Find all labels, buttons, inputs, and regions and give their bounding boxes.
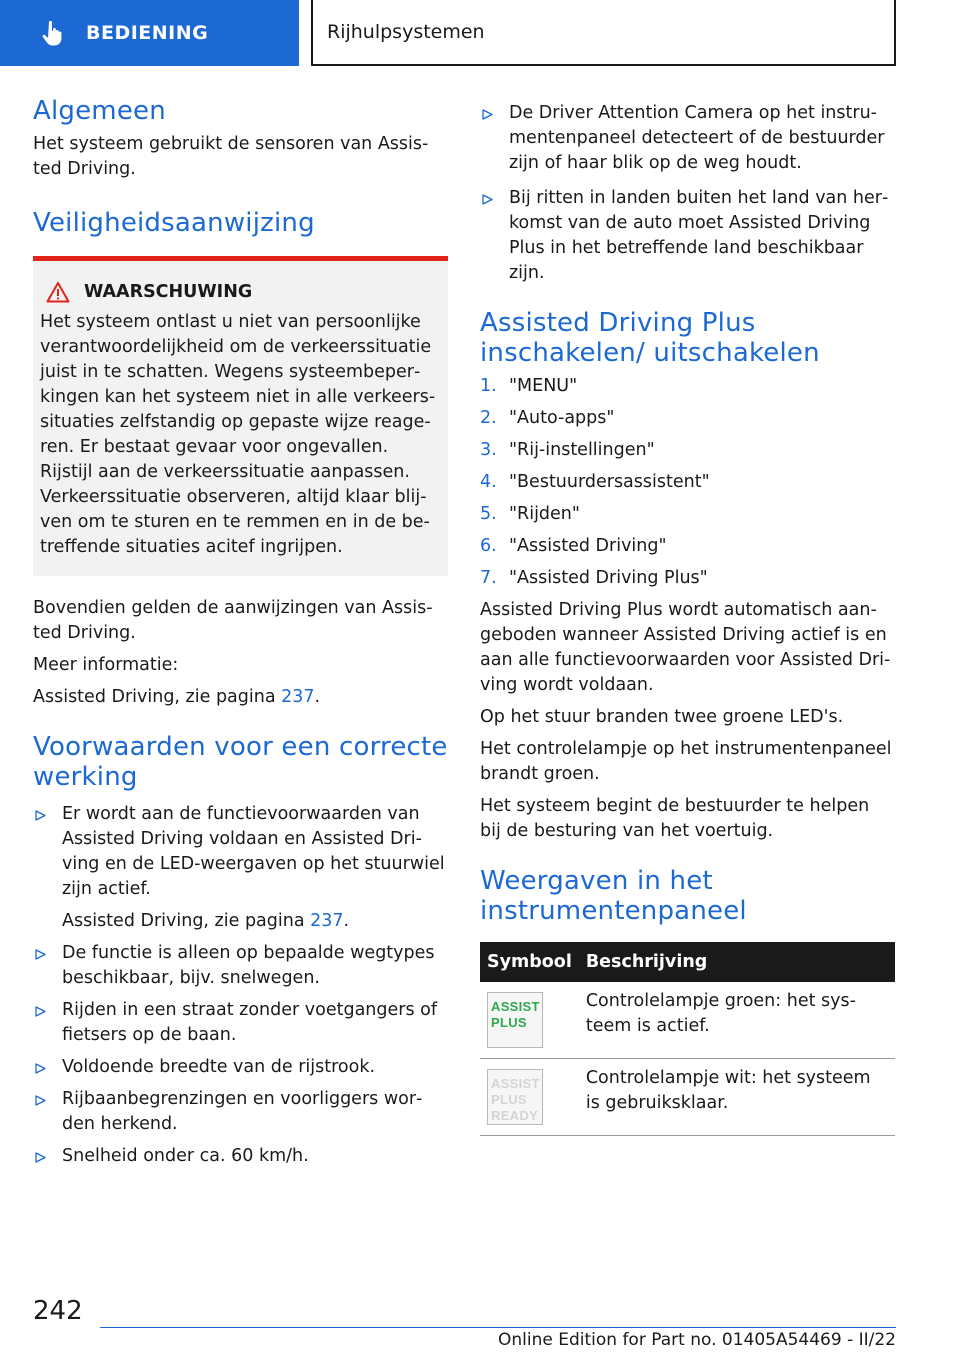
step-item — [480, 438, 895, 463]
step-text: "Assisted Driving Plus" — [509, 568, 708, 588]
chapter-title: Rijhulpsystemen — [327, 21, 485, 43]
column-header-description: Beschrijving — [579, 942, 895, 982]
triangle-bullet-icon — [35, 810, 46, 821]
step-item — [480, 566, 895, 591]
left-column — [33, 96, 448, 1176]
page-link-237[interactable]: 237 — [310, 911, 344, 931]
warning-box — [33, 256, 448, 576]
warning-title: WAARSCHUWING — [84, 282, 253, 302]
indicator-line: PLUS — [491, 1092, 527, 1107]
general-heading: Algemeen — [33, 96, 166, 126]
safety-heading: Veiligheidsaanwijzing — [33, 208, 315, 238]
triangle-bullet-icon — [482, 109, 493, 120]
step-text: "Rijden" — [509, 504, 580, 524]
indicator-paragraph: Het controlelampje op het instrumentenpaneel brandt groen. — [480, 739, 892, 784]
activation-paragraph: Assisted Driving Plus wordt automatisch aangeboden wanneer Assisted Driving actief is en aan alle functievoorwaarden voor Assisted Driving wordt voldaan. — [480, 600, 891, 695]
step-text: "Assisted Driving" — [509, 536, 667, 556]
triangle-bullet-icon — [482, 194, 493, 205]
indicator-line: PLUS — [491, 1015, 527, 1030]
table-row — [480, 982, 895, 1059]
triangle-bullet-icon — [35, 1063, 46, 1074]
step-text: "Auto-apps" — [509, 408, 615, 428]
step-number: 3. — [480, 440, 497, 460]
assist-paragraph: Het systeem begint de bestuurder te helpen bij de besturing van het voertuig. — [480, 796, 870, 841]
assist-plus-green-indicator-icon — [487, 992, 543, 1048]
symbol-cell — [480, 982, 579, 1059]
description-cell: Controlelampje wit: het systeem is gebruiksklaar. — [579, 1059, 895, 1136]
general-text: Het systeem gebruikt de sensoren van Assisted Driving. — [33, 134, 429, 179]
table-header-row — [480, 942, 895, 982]
list-item-text: De Driver Attention Camera op het instrumentenpaneel detecteert of de bestuurder zijn of haar blik op de weg houdt. — [509, 103, 885, 173]
step-text: "Bestuurdersassistent" — [509, 472, 710, 492]
list-item — [33, 1144, 448, 1169]
requirements-list — [33, 802, 448, 1169]
hand-pointer-icon — [40, 19, 68, 47]
triangle-bullet-icon — [35, 949, 46, 960]
list-item — [480, 101, 895, 176]
step-number: 5. — [480, 504, 497, 524]
list-item-text: Er wordt aan de functievoorwaarden van Assisted Driving voldaan en Assisted Driving en de LED-weergaven op het stuurwiel zijn actief. — [62, 804, 445, 899]
warning-triangle-icon — [46, 281, 70, 303]
triangle-bullet-icon — [35, 1095, 46, 1106]
more-info-label: Meer informatie: — [33, 655, 179, 675]
step-number: 2. — [480, 408, 497, 428]
step-number: 1. — [480, 376, 497, 396]
indicator-line: ASSIST — [491, 1076, 540, 1091]
chapter-box — [311, 0, 896, 66]
list-item — [480, 186, 895, 286]
list-item — [33, 1087, 448, 1137]
steps-list — [480, 374, 895, 591]
step-number: 7. — [480, 568, 497, 588]
reference-text: Assisted Driving, zie pagina — [62, 911, 311, 931]
onoff-heading: Assisted Driving Plus inschakelen/ uitschakelen — [480, 308, 820, 368]
list-item-text: Rijbaanbegrenzingen en voorliggers worden herkend. — [62, 1089, 423, 1134]
page-number: 242 — [33, 1296, 83, 1326]
step-item — [480, 470, 895, 495]
led-paragraph: Op het stuur branden twee groene LED's. — [480, 707, 844, 727]
triangle-bullet-icon — [35, 1006, 46, 1017]
page-link-237[interactable]: 237 — [281, 687, 315, 707]
list-item — [33, 998, 448, 1048]
indicator-line: ASSIST — [491, 999, 540, 1014]
footer-divider — [100, 1327, 896, 1328]
step-item — [480, 534, 895, 559]
list-item — [33, 1055, 448, 1080]
list-item-text: Voldoende breedte van de rijstrook. — [62, 1057, 376, 1077]
right-column — [480, 101, 895, 1136]
description-cell: Controlelampje groen: het systeem is actief. — [579, 982, 895, 1059]
step-text: "Rij-instellingen" — [509, 440, 655, 460]
warning-header — [40, 281, 440, 303]
reference-end: . — [314, 687, 321, 707]
symbol-cell — [480, 1059, 579, 1136]
step-number: 6. — [480, 536, 497, 556]
list-item-text: De functie is alleen op bepaalde wegtypes beschikbaar, bijv. snelwegen. — [62, 943, 435, 988]
requirements-heading: Voorwaarden voor een correcte werking — [33, 732, 448, 792]
step-number: 4. — [480, 472, 497, 492]
edition-text: Online Edition for Part no. 01405A54469 - II/22 — [497, 1330, 896, 1350]
step-item — [480, 374, 895, 399]
reference-end: . — [343, 911, 350, 931]
reference-paragraph — [33, 685, 448, 710]
indicator-line: READY — [491, 1108, 539, 1123]
assist-plus-ready-white-indicator-icon — [487, 1069, 543, 1125]
requirements-list-continued — [480, 101, 895, 286]
step-item — [480, 502, 895, 527]
section-title: BEDIENING — [86, 22, 209, 44]
display-heading: Weergaven in het instrumentenpaneel — [480, 866, 747, 926]
step-item — [480, 406, 895, 431]
step-text: "MENU" — [509, 376, 578, 396]
list-item — [33, 802, 448, 934]
table-row — [480, 1059, 895, 1136]
list-item — [33, 941, 448, 991]
triangle-bullet-icon — [35, 1152, 46, 1163]
list-item-text: Snelheid onder ca. 60 km/h. — [62, 1146, 309, 1166]
symbol-table — [480, 942, 895, 1136]
list-item-reference — [62, 909, 448, 934]
section-tab — [0, 0, 299, 66]
list-item-text: Rijden in een straat zonder voetgangers of fietsers op de baan. — [62, 1000, 438, 1045]
warning-text: Het systeem ontlast u niet van persoonlijke verantwoordelijkheid om de verkeerssituatie juist in te schatten. Wegens systeembeperkingen kan het systeem niet in alle verkeerssituaties zelfstandig op gepaste wijze reageren. Er bestaat gevaar voor ongevallen. Rijstijl aan de verkeerssituatie aanpassen. Verkeerssituatie observeren, altijd klaar blijven om te sturen en te remmen en in de betreffende situaties acitef ingrijpen. — [40, 312, 436, 557]
list-item-text: Bij ritten in landen buiten het land van herkomst van de auto moet Assisted Driving Plus in het betreffende land beschikbaar zijn. — [509, 188, 889, 283]
reference-text: Assisted Driving, zie pagina — [33, 687, 282, 707]
column-header-symbol: Symbool — [480, 942, 579, 982]
after-warning-text: Bovendien gelden de aanwijzingen van Assisted Driving. — [33, 598, 433, 643]
